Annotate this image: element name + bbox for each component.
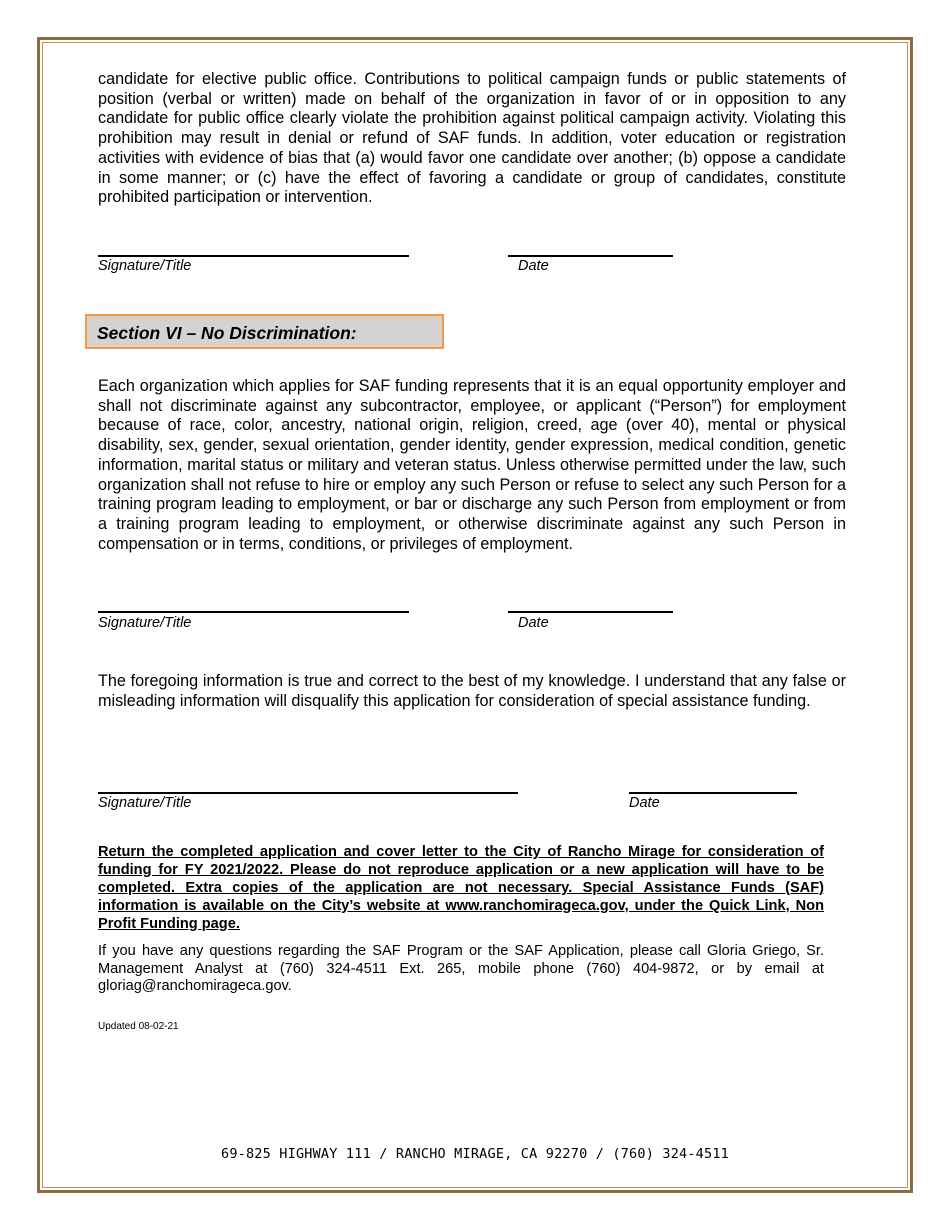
certification-paragraph: The foregoing information is true and correct to the best of my knowledge. I understand that any false or misleading information will disqualify this application for consideration of special assistance funding.: [98, 672, 846, 710]
return-instructions: Return the completed application and cover letter to the City of Rancho Mirage for consideration of funding for FY 2021/2022. Please do not reproduce application or a new application will have to be completed. Extra copies of the application are not necessary. Special Assistance Funds (SAF) information is available on the City’s website at www.ranchomirageca.gov, under the Quick Link, Non Profit Funding page.: [98, 844, 824, 932]
date-label: Date: [629, 795, 660, 811]
signature-line[interactable]: [98, 255, 409, 257]
date-label: Date: [518, 615, 549, 631]
date-line[interactable]: [508, 255, 673, 257]
date-line[interactable]: [508, 611, 673, 613]
section-vi-header: [85, 314, 444, 349]
intro-paragraph: candidate for elective public office. Contributions to political campaign funds or public statements of position (verbal or written) made on behalf of the organization in favor of or in opposition to any candidate for public office clearly violate the prohibition against political campaign activity. Violating this prohibition may result in denial or refund of SAF funds. In addition, voter education or registration activities with evidence of bias that (a) would favor one candidate over another; (b) oppose a candidate in some manner; or (c) have the effect of favoring a candidate or group of candidates, constitute prohibited participation or intervention.: [98, 70, 846, 207]
signature-label: Signature/Title: [98, 258, 192, 274]
signature-label: Signature/Title: [98, 615, 192, 631]
contact-paragraph: If you have any questions regarding the SAF Program or the SAF Application, please call Gloria Griego, Sr. Management Analyst at (760) 324-4511 Ext. 265, mobile phone (760) 404-9872, or by email at gloriag@ranchomirageca.gov.: [98, 943, 824, 994]
date-label: Date: [518, 258, 549, 274]
no-discrimination-paragraph: Each organization which applies for SAF funding represents that it is an equal opportunity employer and shall not discriminate against any subcontractor, employee, or applicant (“Person”) for employment because of race, color, ancestry, national origin, religion, creed, age (over 40), mental or physical disability, sex, gender, sexual orientation, gender identity, gender expression, medical condition, genetic information, marital status or military and veteran status. Unless otherwise permitted under the law, such organization shall not refuse to hire or employ any such Person or refuse to select any such Person for a training program leading to employment, or bar or discharge any such Person from employment or from a training program leading to employment, or otherwise discriminate against any such Person in compensation or in terms, conditions, or privileges of employment.: [98, 377, 846, 553]
updated-note: Updated 08-02-21: [98, 1021, 179, 1032]
footer-address: 69-825 HIGHWAY 111 / RANCHO MIRAGE, CA 92270 / (760) 324-4511: [221, 1146, 729, 1162]
section-title: Section VI – No Discrimination:: [97, 323, 357, 343]
signature-line[interactable]: [98, 792, 518, 794]
date-line[interactable]: [629, 792, 797, 794]
signature-line[interactable]: [98, 611, 409, 613]
signature-label: Signature/Title: [98, 795, 192, 811]
